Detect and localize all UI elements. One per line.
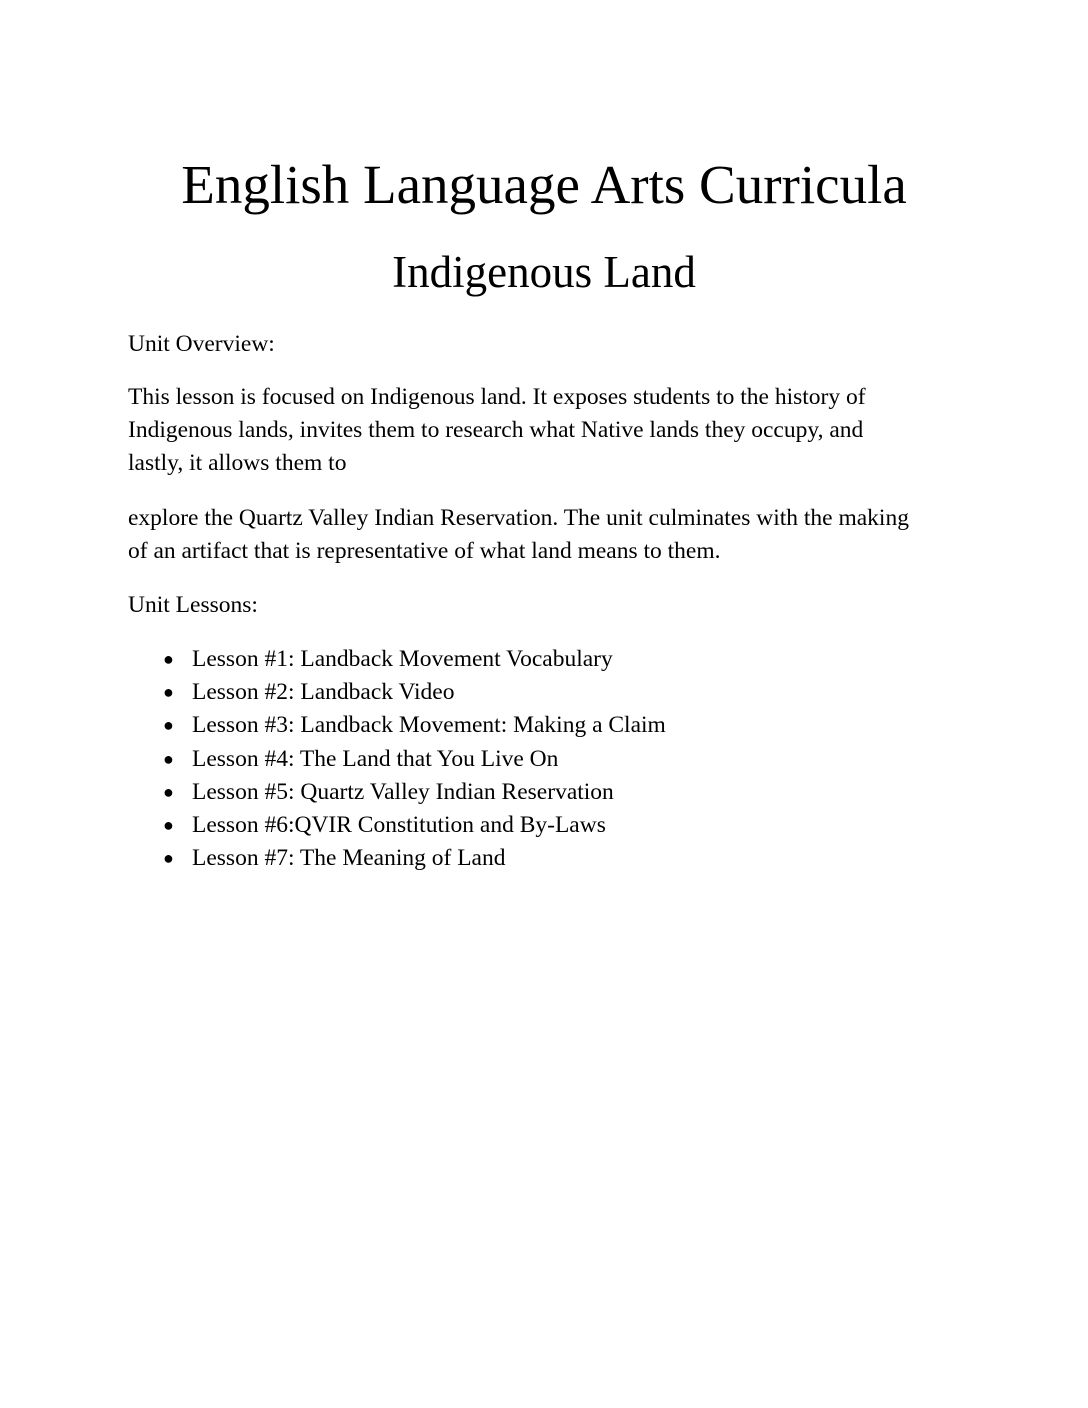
overview-paragraph-line: of an artifact that is representative of what land means to them. — [128, 538, 721, 564]
document-subtitle: Indigenous Land — [392, 247, 696, 297]
list-item: Lesson #1: Landback Movement Vocabulary — [192, 646, 613, 672]
bullet-icon: ● — [163, 715, 174, 735]
bullet-icon: ● — [163, 749, 174, 769]
list-item: Lesson #4: The Land that You Live On — [192, 746, 559, 772]
overview-paragraph-line: This lesson is focused on Indigenous land. It exposes students to the history of — [128, 384, 866, 410]
bullet-icon: ● — [163, 682, 174, 702]
list-item: Lesson #2: Landback Video — [192, 679, 455, 705]
list-item: Lesson #5: Quartz Valley Indian Reservation — [192, 779, 614, 805]
overview-paragraph-line: explore the Quartz Valley Indian Reservation. The unit culminates with the making — [128, 505, 909, 531]
unit-overview-heading: Unit Overview: — [128, 331, 275, 357]
overview-paragraph-line: Indigenous lands, invites them to research what Native lands they occupy, and — [128, 417, 864, 443]
overview-paragraph-line: lastly, it allows them to — [128, 450, 347, 476]
document-title: English Language Arts Curricula — [181, 154, 907, 215]
bullet-icon: ● — [163, 782, 174, 802]
list-item: Lesson #6:QVIR Constitution and By-Laws — [192, 812, 606, 838]
bullet-icon: ● — [163, 848, 174, 868]
list-item: Lesson #3: Landback Movement: Making a Claim — [192, 712, 666, 738]
bullet-icon: ● — [163, 649, 174, 669]
bullet-icon: ● — [163, 815, 174, 835]
list-item: Lesson #7: The Meaning of Land — [192, 845, 506, 871]
unit-lessons-heading: Unit Lessons: — [128, 592, 258, 618]
